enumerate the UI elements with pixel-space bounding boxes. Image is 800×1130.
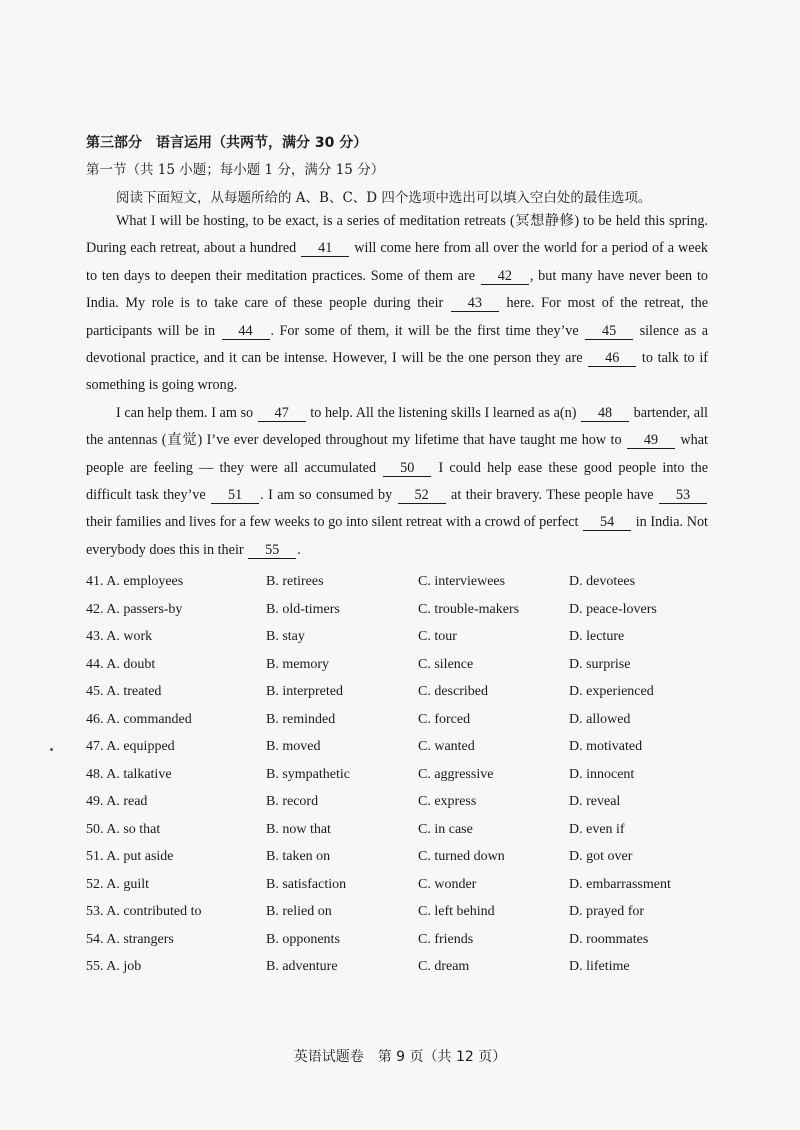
blank-45: 45 (585, 324, 633, 340)
option-c: C. interviewees (418, 574, 506, 589)
question-row (86, 871, 726, 899)
option-b: B. memory (266, 656, 329, 672)
option-b: B. interpreted (266, 684, 343, 699)
option-a: 42. A. passers-by (86, 601, 183, 617)
question-row (86, 926, 726, 954)
passage-text: I could help ease these good people into the difficult task they’ve (86, 459, 708, 504)
options-list (86, 568, 726, 981)
option-a: 41. A. employees (86, 574, 184, 589)
option-a: 49. A. read (86, 794, 148, 809)
option-b: B. reminded (266, 711, 336, 727)
option-b: B. retirees (266, 574, 324, 589)
passage-text: here. For most of the retreat, the participants will be in (86, 295, 708, 339)
option-a: 50. A. so that (86, 821, 161, 837)
option-a: 44. A. doubt (86, 656, 156, 672)
option-b: B. satisfaction (266, 876, 347, 892)
option-d: D. peace-lovers (569, 601, 657, 617)
option-b: B. now that (266, 821, 331, 837)
question-row (86, 843, 726, 871)
blank-43: 43 (451, 296, 499, 312)
blank-55: 55 (248, 543, 296, 559)
option-a: 51. A. put aside (86, 849, 174, 864)
blank-47: 47 (258, 406, 306, 422)
option-c: C. silence (418, 656, 474, 672)
question-row (86, 788, 726, 816)
option-d: D. devotees (569, 574, 636, 589)
passage-text: in India. Not everybody does this in their (86, 514, 708, 558)
blank-50: 50 (383, 461, 431, 477)
blank-54: 54 (583, 515, 631, 531)
question-row (86, 623, 726, 651)
option-c: C. dream (418, 959, 470, 974)
option-d: D. lifetime (569, 959, 630, 974)
passage-paragraph-1 (86, 208, 708, 400)
passage-text: I can help them. I am so (116, 404, 257, 421)
blank-42: 42 (481, 269, 529, 285)
question-row (86, 761, 726, 789)
option-d: D. innocent (569, 766, 635, 782)
option-d: D. lecture (569, 629, 625, 644)
option-a: 48. A. talkative (86, 766, 172, 782)
option-d: D. got over (569, 849, 633, 864)
option-d: D. embarrassment (569, 876, 671, 892)
passage-text: to talk to if something is going wrong. (86, 350, 708, 394)
option-c: C. turned down (418, 849, 505, 864)
option-a: 52. A. guilt (86, 876, 150, 892)
option-d: D. allowed (569, 711, 631, 727)
option-b: B. sympathetic (266, 766, 350, 782)
question-row (86, 898, 726, 926)
option-b: B. moved (266, 739, 321, 754)
blank-49: 49 (627, 433, 675, 449)
option-c: C. aggressive (418, 766, 494, 782)
question-row (86, 568, 726, 596)
instruction-text: 阅读下面短文，从每题所给的 A、B、C、D 四个选项中选出可以填入空白处的最佳选项。 (116, 190, 652, 206)
section-heading: 第三部分 语言运用（共两节，满分 30 分） (86, 135, 368, 151)
option-d: D. reveal (569, 794, 621, 809)
option-a: 55. A. job (86, 959, 142, 974)
option-a: 43. A. work (86, 629, 153, 644)
passage-text: bartender, all the antennas (直觉) I’ve ever developed throughout my lifetime that have taught me how to (86, 404, 708, 449)
option-d: D. motivated (569, 739, 643, 754)
passage-text: will come here from all over the world for a period of a week to ten days to deepen their meditation practices. Some of them are (86, 240, 708, 284)
passage-text: . For some of them, it will be the first time they’ve (270, 322, 585, 339)
passage-text: what people are feeling — they were all accumulated (86, 432, 708, 476)
question-row (86, 733, 726, 761)
option-c: C. trouble-makers (418, 601, 520, 617)
passage-paragraph-2 (86, 400, 708, 564)
scan-speck (50, 748, 53, 751)
blank-41: 41 (301, 241, 349, 257)
passage-text: their families and lives for a few weeks to go into silent retreat with a crowd of perfect (86, 514, 583, 531)
option-d: D. surprise (569, 656, 631, 672)
option-c: C. express (418, 794, 477, 809)
passage-text: What I will be hosting, to be exact, is a series of meditation retreats (冥想静修) to be held this spring. During each retreat, about a hundred (86, 213, 708, 257)
option-c: C. tour (418, 629, 457, 644)
page-footer: 英语试题卷 第 9 页（共 12 页） (293, 1049, 507, 1065)
question-row (86, 596, 726, 624)
question-row (86, 816, 726, 844)
question-row (86, 678, 726, 706)
cloze-passage (86, 208, 708, 564)
question-row (86, 953, 726, 981)
option-a: 47. A. equipped (86, 739, 175, 754)
option-a: 46. A. commanded (86, 711, 192, 727)
blank-48: 48 (581, 406, 629, 422)
option-a: 53. A. contributed to (86, 904, 202, 919)
question-row (86, 706, 726, 734)
option-b: B. taken on (266, 849, 331, 864)
option-c: C. wanted (418, 739, 475, 754)
option-a: 45. A. treated (86, 684, 162, 699)
blank-51: 51 (211, 488, 259, 504)
option-b: B. record (266, 794, 319, 809)
option-c: C. friends (418, 931, 474, 947)
option-a: 54. A. strangers (86, 931, 174, 947)
option-c: C. described (418, 684, 488, 699)
option-c: C. forced (418, 711, 471, 727)
blank-46: 46 (588, 351, 636, 367)
blank-53: 53 (659, 488, 707, 504)
blank-44: 44 (222, 324, 270, 340)
option-d: D. roommates (569, 931, 649, 947)
passage-text: . I am so consumed by (260, 487, 397, 504)
option-d: D. experienced (569, 684, 654, 699)
option-c: C. wonder (418, 876, 477, 892)
passage-text: silence as a devotional practice, and it can be intense. However, I will be the one person they are (86, 322, 708, 367)
option-b: B. stay (266, 629, 305, 644)
passage-text: at their bravery. These people have (446, 487, 659, 504)
passage-text: to help. All the listening skills I learned as a(n) (306, 404, 581, 421)
subsection-heading: 第一节（共 15 小题；每小题 1 分，满分 15 分） (86, 162, 385, 178)
option-c: C. left behind (418, 904, 495, 919)
option-d: D. even if (569, 821, 625, 837)
option-b: B. old-timers (266, 601, 340, 617)
passage-text: , but many have never been to India. My role is to take care of these people during their (86, 267, 708, 312)
blank-52: 52 (398, 488, 446, 504)
option-b: B. opponents (266, 931, 340, 947)
question-row (86, 651, 726, 679)
option-b: B. adventure (266, 959, 338, 974)
passage-text: . (297, 541, 301, 558)
option-b: B. relied on (266, 904, 332, 919)
option-d: D. prayed for (569, 904, 645, 919)
option-c: C. in case (418, 821, 473, 837)
